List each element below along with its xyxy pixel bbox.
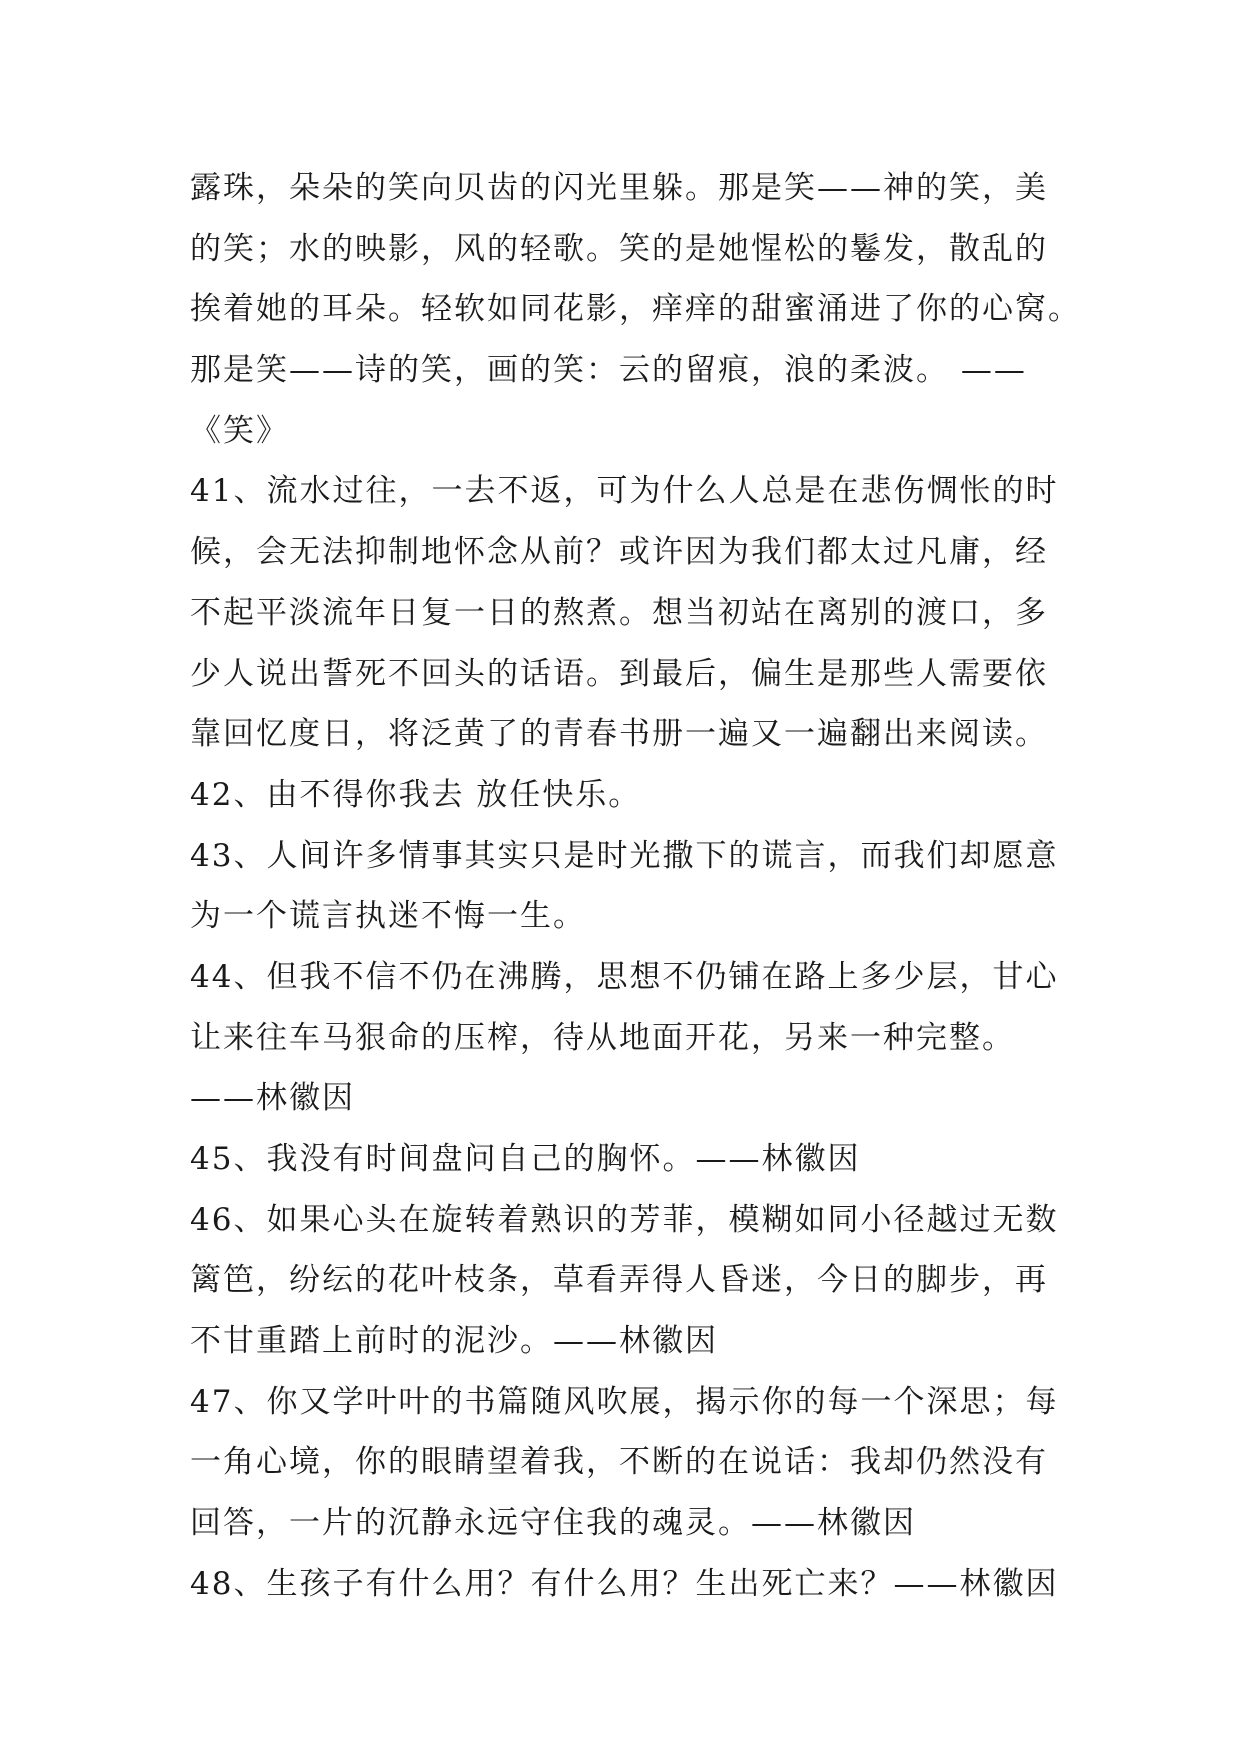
text-line: 46、如果心头在旋转着熟识的芳菲，模糊如同小径越过无数 xyxy=(190,1201,1059,1238)
text-line: 42、由不得你我去 放任快乐。 xyxy=(190,776,642,813)
text-line: 靠回忆度日，将泛黄了的青春书册一遍又一遍翻出来阅读。 xyxy=(190,716,1048,753)
text-line: 不起平淡流年日复一日的熬煮。想当初站在离别的渡口，多 xyxy=(190,594,1048,631)
text-line: 露珠，朵朵的笑向贝齿的闪光里躲。那是笑——神的笑，美 xyxy=(190,170,1048,206)
text-line: 不甘重踏上前时的泥沙。——林徽因 xyxy=(190,1323,718,1360)
text-line: 45、我没有时间盘问自己的胸怀。——林徽因 xyxy=(190,1141,861,1177)
text-line: 那是笑——诗的笑，画的笑：云的留痕，浪的柔波。 —— xyxy=(190,352,1027,389)
text-line: 48、生孩子有什么用？有什么用？生出死亡来？——林徽因 xyxy=(190,1565,1059,1602)
text-line: 44、但我不信不仍在沸腾，思想不仍铺在路上多少层，甘心 xyxy=(190,958,1059,995)
text-line: 回答，一片的沉静永远守住我的魂灵。——林徽因 xyxy=(190,1505,916,1542)
text-line: 一角心境，你的眼睛望着我，不断的在说话：我却仍然没有 xyxy=(190,1444,1048,1481)
text-line: ——林徽因 xyxy=(190,1080,355,1117)
text-line: 的笑；水的映影，风的轻歌。笑的是她惺松的鬈发，散乱的 xyxy=(190,230,1048,267)
text-line: 少人说出誓死不回头的话语。到最后，偏生是那些人需要依 xyxy=(190,655,1048,692)
text-line: 《笑》 xyxy=(190,412,289,449)
text-line: 篱笆，纷纭的花叶枝条，草看弄得人昏迷，今日的脚步，再 xyxy=(190,1262,1048,1299)
text-line: 候，会无法抑制地怀念从前？或许因为我们都太过凡庸，经 xyxy=(190,534,1048,571)
text-line: 43、人间许多情事其实只是时光撒下的谎言，而我们却愿意 xyxy=(190,837,1059,874)
document-body xyxy=(190,158,1090,1615)
text-line: 41、流水过往，一去不返，可为什么人总是在悲伤惆怅的时 xyxy=(190,473,1059,510)
text-line: 47、你又学叶叶的书篇随风吹展，揭示你的每一个深思；每 xyxy=(190,1383,1059,1420)
text-line: 挨着她的耳朵。轻软如同花影，痒痒的甜蜜涌进了你的心窝。 xyxy=(190,291,1081,328)
text-line: 让来往车马狠命的压榨，待从地面开花，另来一种完整。 xyxy=(190,1019,1015,1056)
text-line: 为一个谎言执迷不悔一生。 xyxy=(190,898,586,935)
